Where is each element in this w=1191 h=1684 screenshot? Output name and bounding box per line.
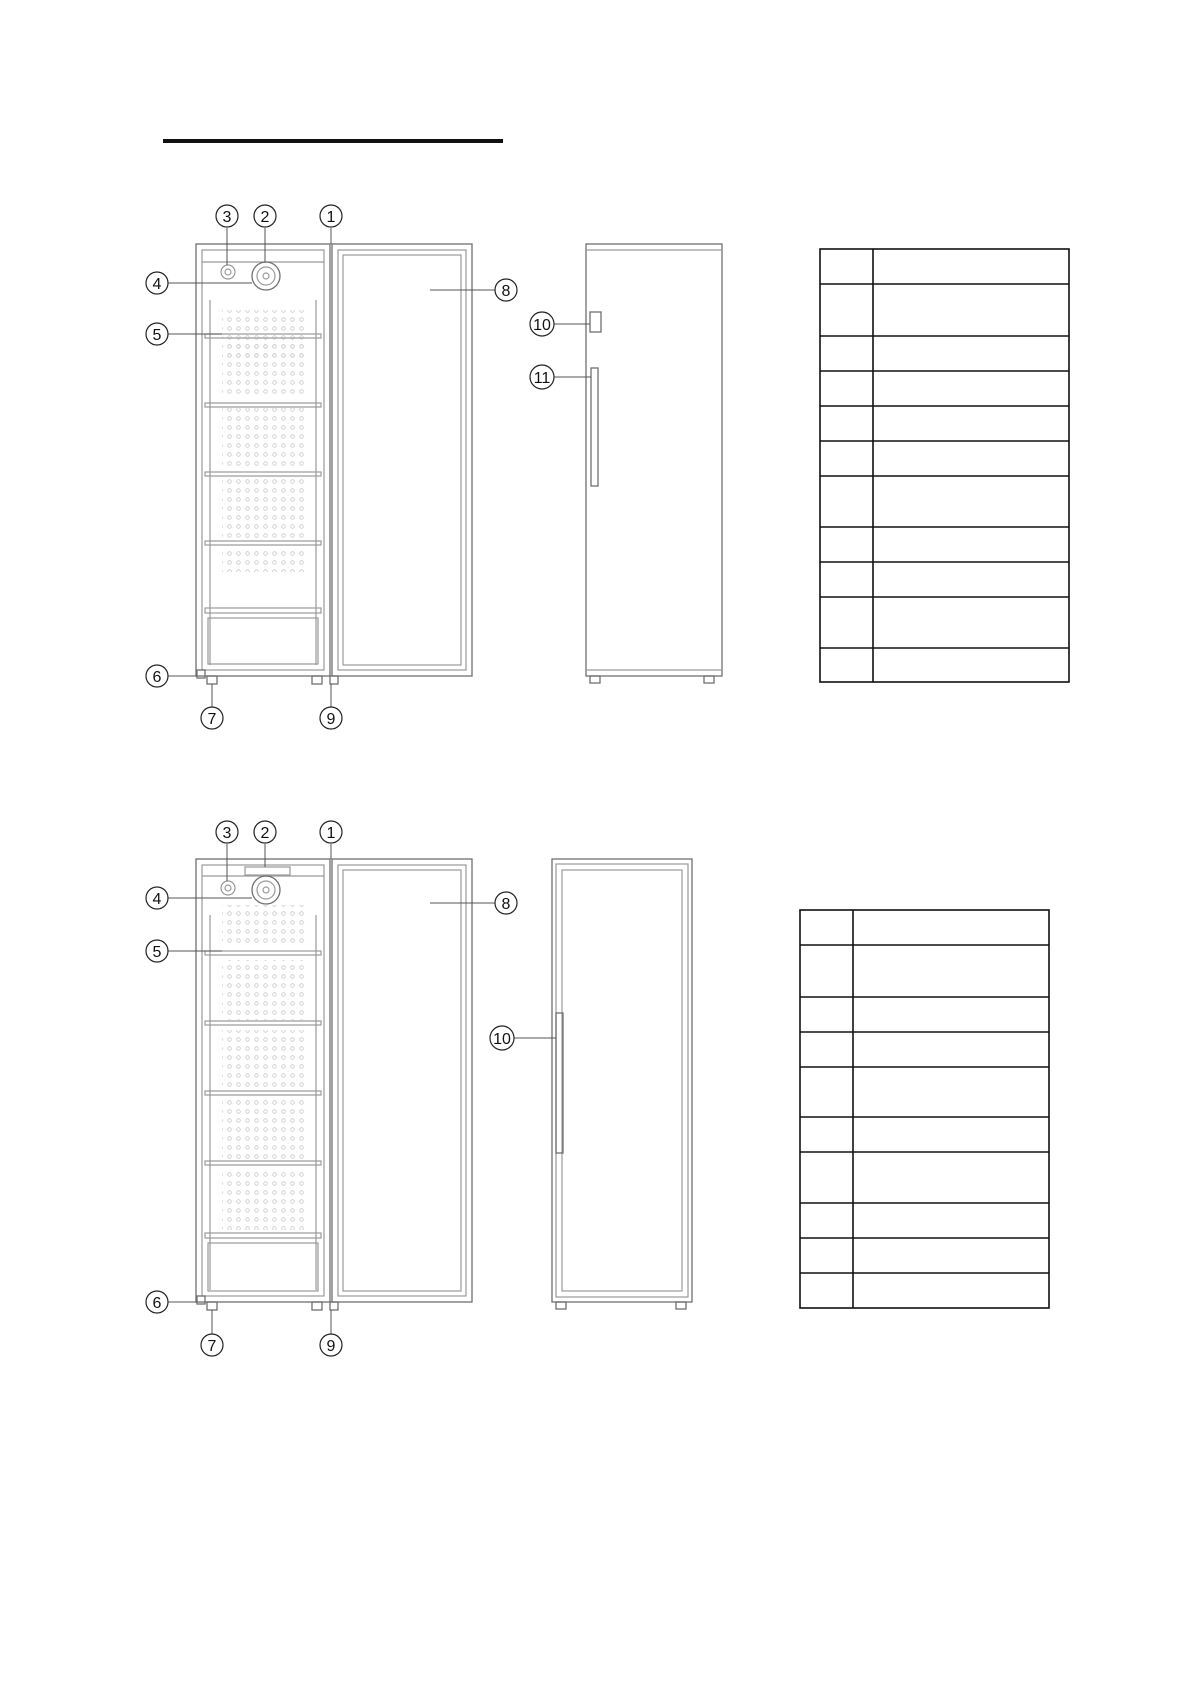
fan-icon	[252, 262, 280, 290]
diagram-a-callouts	[146, 205, 591, 729]
callout-label: 3	[222, 209, 232, 226]
parts-table-b	[800, 910, 1049, 1308]
callout-label: 7	[207, 1338, 217, 1355]
callout-label: 9	[326, 711, 336, 728]
callout-label: 2	[260, 209, 270, 226]
door-handle	[591, 368, 598, 486]
callout-label: 6	[152, 669, 162, 686]
callout-label: 1	[326, 209, 336, 226]
callout-label: 8	[501, 283, 511, 300]
callout-label: 4	[152, 276, 162, 293]
callout-label: 3	[222, 825, 232, 842]
callout-label: 2	[260, 825, 270, 842]
callout-label: 5	[152, 944, 162, 961]
diagram-a-side-view	[586, 244, 722, 683]
callout-label: 10	[533, 317, 551, 334]
callout-label: 11	[533, 370, 551, 387]
diagram-a-front-view	[196, 244, 472, 684]
parts-table-a	[820, 249, 1069, 682]
diagram-b-front-view	[196, 859, 472, 1310]
callout-label: 7	[207, 711, 217, 728]
fan-icon	[252, 876, 280, 904]
callout-label: 6	[152, 1295, 162, 1312]
callout-label: 9	[326, 1338, 336, 1355]
callout-label: 8	[501, 896, 511, 913]
callout-label: 4	[152, 891, 162, 908]
callout-label: 1	[326, 825, 336, 842]
diagram-b-side-view	[552, 859, 692, 1309]
callout-label: 10	[493, 1031, 511, 1048]
callout-label: 5	[152, 327, 162, 344]
control-panel	[590, 312, 601, 332]
